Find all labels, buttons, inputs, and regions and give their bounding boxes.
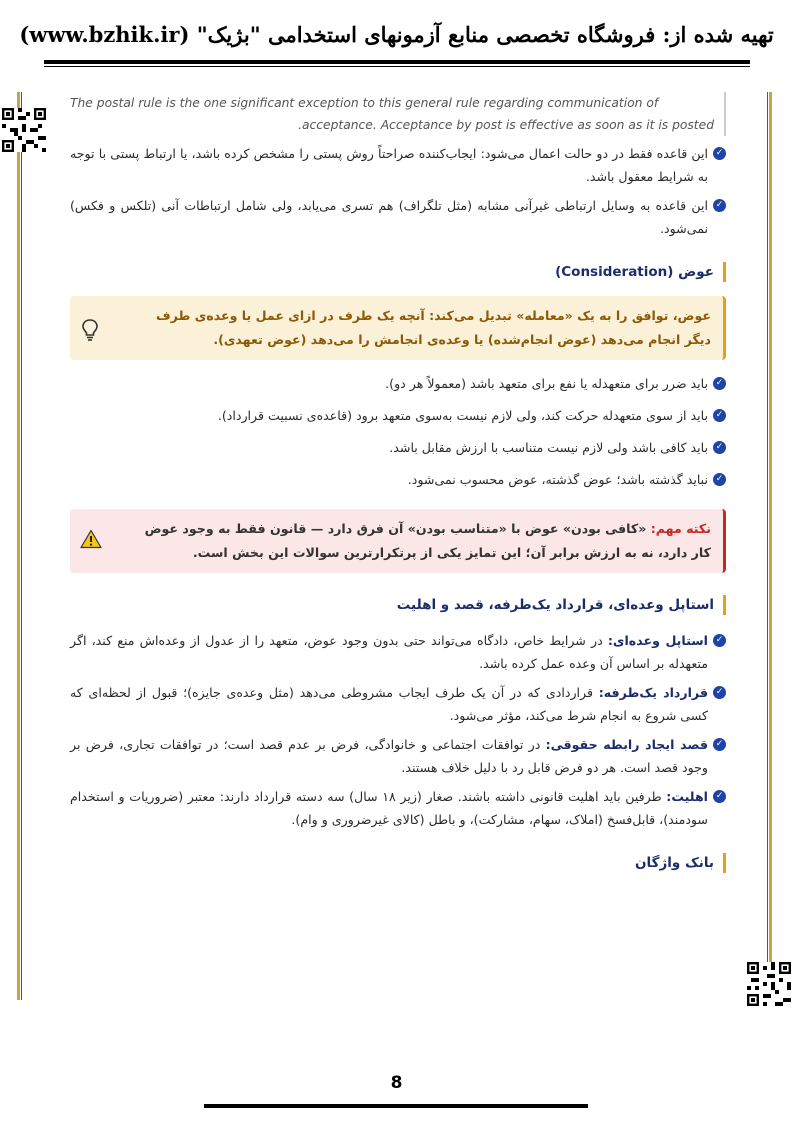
warning-label: نکته مهم: bbox=[650, 521, 711, 536]
list-item bbox=[70, 733, 726, 779]
qr-code-top bbox=[2, 108, 46, 152]
check-circle-icon: ✓ bbox=[713, 377, 726, 390]
header-rule-thick bbox=[44, 60, 750, 64]
check-circle-icon: ✓ bbox=[713, 634, 726, 647]
section-heading-consideration: عوض (Consideration) bbox=[70, 262, 726, 282]
frame-right-border bbox=[769, 92, 772, 1000]
lightbulb-icon bbox=[80, 318, 100, 342]
section-heading-vocab: بانک واژگان bbox=[70, 853, 726, 873]
term-text: طرفین باید اهلیت قانونی داشته باشند. صغار (زیر ۱۸ سال) سه دسته قرارداد دارند: معتبر (ضروریات و استخدام سودمند)، قابل‌فسخ (املاک، سهام، مشارکت)، و باطل (کالای غیرضروری و وام). bbox=[70, 789, 708, 827]
qr-code-bottom bbox=[747, 962, 791, 1006]
section-heading-estoppel: استاپل وعده‌ای، قرارداد یک‌طرفه، قصد و اهلیت bbox=[70, 595, 726, 615]
list-item bbox=[70, 436, 726, 459]
list-item bbox=[70, 372, 726, 395]
list-item bbox=[70, 142, 726, 188]
consideration-list bbox=[70, 372, 726, 491]
list-item bbox=[70, 785, 726, 831]
list-item bbox=[70, 468, 726, 491]
estoppel-list bbox=[70, 629, 726, 831]
frame-left-border bbox=[17, 92, 20, 1000]
check-circle-icon: ✓ bbox=[713, 790, 726, 803]
check-circle-icon: ✓ bbox=[713, 686, 726, 699]
term-lead: قصد ایجاد رابطه حقوقی: bbox=[545, 737, 708, 752]
postal-rule-list bbox=[70, 142, 726, 240]
list-item bbox=[70, 681, 726, 727]
frame-left-border-inner bbox=[21, 92, 22, 1000]
tip-text: عوض، توافق را به یک «معامله» تبدیل می‌کند: آنچه یک طرف در ازای عمل یا وعده‌ی طرف دیگر انجام می‌دهد (عوض انجام‌شده) یا وعده‌ی انجامش را می‌دهد (عوض تعهدی). bbox=[156, 308, 711, 347]
frame-right-border-inner bbox=[767, 92, 768, 1000]
check-circle-icon: ✓ bbox=[713, 147, 726, 160]
check-circle-icon: ✓ bbox=[713, 199, 726, 212]
check-circle-icon: ✓ bbox=[713, 473, 726, 486]
warning-icon bbox=[80, 529, 102, 549]
list-item-text: باید از سوی متعهدله حرکت کند، ولی لازم نیست به‌سوی متعهد برود (قاعده‌ی نسبیت قرارداد). bbox=[217, 408, 708, 423]
list-item bbox=[70, 194, 726, 240]
term-text: قراردادی که در آن یک طرف ایجاب مشروطی می‌دهد (مثل وعده‌ی جایزه)؛ قبول از لحظه‌ای که کسی شروع به انجام شرط می‌کند، مؤثر می‌شود. bbox=[70, 685, 708, 723]
check-circle-icon: ✓ bbox=[713, 409, 726, 422]
warning-box bbox=[70, 509, 726, 573]
term-text: در شرایط خاص، دادگاه می‌تواند حتی بدون وجود عوض، متعهد را از عدول از وعده‌اش منع کند، اگر متعهدله بر اساس آن وعده عمل کرده باشد. bbox=[70, 633, 708, 671]
list-item bbox=[70, 404, 726, 427]
list-item-text: این قاعده به وسایل ارتباطی غیرآنی مشابه (مثل تلگراف) هم تسری می‌یابد، ولی شامل ارتباطات آنی (تلکس و فکس) نمی‌شود. bbox=[70, 198, 708, 236]
check-circle-icon: ✓ bbox=[713, 441, 726, 454]
page-number: 8 bbox=[390, 1073, 403, 1093]
term-lead: قرارداد یک‌طرفه: bbox=[598, 685, 708, 700]
term-lead: اهلیت: bbox=[666, 789, 708, 804]
page-header bbox=[0, 22, 793, 47]
header-rule-thin bbox=[44, 66, 750, 67]
list-item-text: باید کافی باشد ولی لازم نیست متناسب با ارزش مقابل باشد. bbox=[389, 440, 708, 455]
term-lead: استاپل وعده‌ای: bbox=[607, 633, 708, 648]
list-item-text: باید ضرر برای متعهدله یا نفع برای متعهد باشد (معمولاً هر دو). bbox=[385, 376, 708, 391]
quote-line-1: The postal rule is the one significant exception to this general rule regarding communication of bbox=[70, 96, 659, 110]
list-item bbox=[70, 629, 726, 675]
tip-box bbox=[70, 296, 726, 360]
warning-text bbox=[130, 517, 711, 565]
list-item-text: این قاعده فقط در دو حالت اعمال می‌شود: ایجاب‌کننده صراحتاً روش پستی را مشخص کرده باشد، یا ارتباط پستی با توجه به شرایط معقول باشد. bbox=[70, 146, 708, 184]
list-item-text: نباید گذشته باشد؛ عوض گذشته، عوض محسوب نمی‌شود. bbox=[407, 472, 708, 487]
english-quote bbox=[70, 92, 726, 136]
footer-rule bbox=[204, 1104, 588, 1108]
quote-line-2: .acceptance. Acceptance by post is effective as soon as it is posted bbox=[298, 118, 714, 132]
header-title: تهیه شده از: فروشگاه تخصصی منابع آزمونهای استخدامی "بژیک" (www.bzhik.ir) bbox=[19, 22, 774, 47]
check-circle-icon: ✓ bbox=[713, 738, 726, 751]
warning-body: «کافی بودن» عوض با «متناسب بودن» آن فرق دارد — قانون فقط به وجود عوض کار دارد، نه به ارزش برابر آن؛ این تمایز یکی از پرتکرارترین سوالات این بخش است. bbox=[144, 521, 711, 560]
page-content bbox=[70, 92, 726, 887]
term-text: در توافقات اجتماعی و خانوادگی، فرض بر عدم قصد است؛ در توافقات تجاری، فرض بر وجود قصد است. هر دو فرض قابل رد با دلیل خلاف هستند. bbox=[70, 737, 708, 775]
